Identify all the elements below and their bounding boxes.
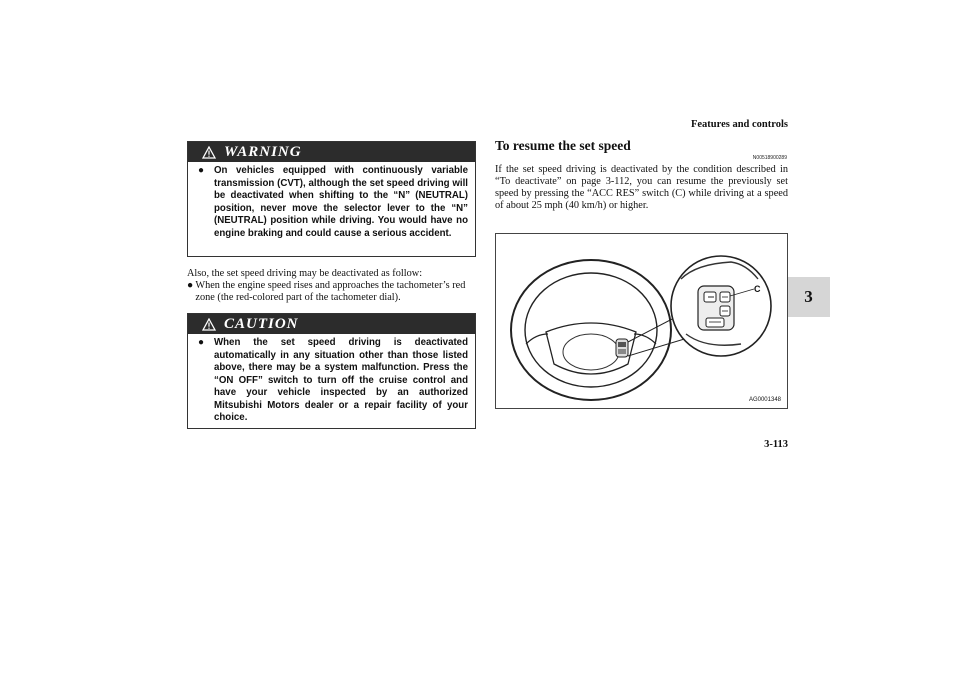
warning-header — [188, 142, 475, 162]
warning-item-text: On vehicles equipped with continuously variable transmission (CVT), although the set speed driving will be deactivated when shifting to the “N” (NEUTRAL) position, never move the selector lever to the “N” (NEUTRAL) position while driving. You would have no engine braking and could cause a serious accident. — [214, 165, 468, 239]
bullet-dot-icon: ● — [187, 280, 194, 291]
deactivation-intro: Also, the set speed driving may be deactivated as follow: — [187, 268, 423, 279]
resume-paragraph: If the set speed driving is deactivated by the condition described in “To deactivate” on page 3-112, you can resume the previously set speed by pressing the “ACC RES” switch (C) while driving at a speed of about 25 mph (40 km/h) or higher. — [495, 164, 788, 211]
figure-code: AG0001348 — [748, 397, 781, 403]
warning-item — [198, 165, 468, 240]
caution-item-text: When the set speed driving is deactivated automatically in any situation other than those listed above, there may be a system malfunction. Press the “ON OFF” switch to turn off the cruise control and have your vehicle inspected by an authorized Mitsubishi Motors dealer or a repair facility of your choice. — [214, 337, 468, 423]
steering-wheel-figure — [495, 233, 788, 409]
bullet-dot-icon: ● — [198, 165, 205, 176]
warning-box — [187, 141, 476, 257]
warning-triangle-icon — [202, 146, 216, 159]
caution-box — [187, 313, 476, 429]
section-header: Features and controls — [690, 119, 788, 130]
section-heading: To resume the set speed — [495, 138, 631, 153]
steering-wheel-illustration — [496, 234, 787, 408]
chapter-tab: 3 — [787, 277, 830, 317]
caution-title: CAUTION — [224, 315, 299, 332]
caution-header — [188, 314, 475, 334]
page-number: 3-113 — [764, 439, 788, 450]
switch-c-label: C — [754, 284, 761, 294]
caution-triangle-icon — [202, 318, 216, 331]
section-code: N00518900289 — [752, 155, 787, 161]
caution-item — [198, 337, 468, 425]
deactivation-bullet: When the engine speed rises and approaches the tachometer’s red zone (the red-colored part of the tachometer dial). — [195, 280, 466, 303]
warning-title: WARNING — [224, 143, 302, 160]
deactivation-text — [187, 268, 481, 304]
bullet-dot-icon: ● — [198, 337, 205, 348]
